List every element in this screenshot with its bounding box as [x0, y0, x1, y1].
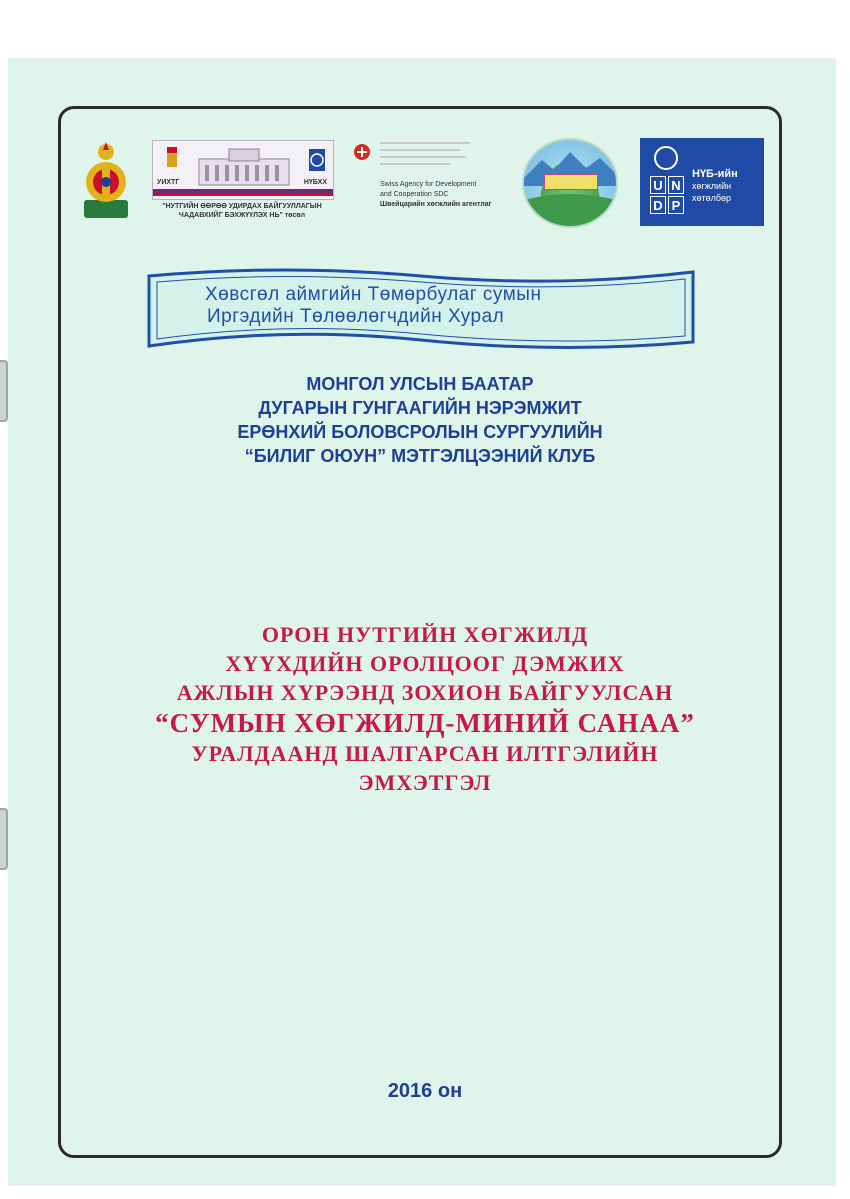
undp-letter-u: U — [650, 176, 666, 194]
undp-name-line2: хөгжлийн хөтөлбөр — [692, 181, 732, 203]
un-globe-icon — [654, 146, 678, 170]
undp-letter-d: D — [650, 196, 666, 214]
swiss-flag-icon — [354, 144, 370, 160]
staple-top — [0, 360, 8, 422]
banner-line2: Иргэдийн Төлөөлөгчдийн Хурал — [207, 306, 505, 327]
title-line5: УРАЛДААНД ШАЛГАРСАН ИЛТГЭЛИЙН — [191, 741, 659, 766]
parliament-project-logo — [152, 140, 332, 222]
council-banner — [145, 262, 697, 352]
parliament-building-image — [152, 140, 334, 200]
parliament-caption-line1: "НУТГИЙН ӨӨРӨӨ УДИРДАХ БАЙГУУЛЛАГЫН — [162, 203, 322, 210]
swiss-agency-text — [380, 180, 492, 210]
staple-bottom — [0, 808, 8, 870]
document-title — [90, 620, 760, 797]
swiss-line2: and Cooperation SDC — [380, 191, 449, 198]
title-quoted-line: “СУМЫН ХӨГЖИЛД-МИНИЙ САНАА” — [155, 708, 695, 738]
school-line2: ДУГАРЫН ГУНГААГИЙН НЭРЭМЖИТ — [258, 398, 582, 418]
swiss-line1: Swiss Agency for Development — [380, 181, 477, 188]
school-line3: ЕРӨНХИЙ БОЛОВСРОЛЫН СУРГУУЛИЙН — [237, 422, 603, 442]
school-club-block — [120, 372, 720, 468]
banner-line1: Хөвсгөл аймгийн Төмөрбулаг сумын — [205, 284, 542, 305]
undp-logo — [640, 138, 764, 226]
banner-text — [205, 284, 541, 328]
school-line1: МОНГОЛ УЛСЫН БААТАР — [306, 374, 534, 394]
parliament-left-tag: УИХТГ — [157, 179, 180, 186]
parliament-right-tag: НҮБХХ — [303, 179, 327, 186]
publication-year: 2016 он — [387, 1080, 463, 1102]
parliament-caption-line2: ЧАДАВХИЙГ БЭХЖҮҮЛЭХ НЬ" төсөл — [178, 212, 306, 219]
title-line1: ОРОН НУТГИЙН ХӨГЖИЛД — [261, 622, 589, 647]
swiss-line3: Швейцарийн хөгжлийн агентлаг — [380, 201, 492, 208]
undp-letters — [646, 146, 686, 216]
swiss-faded-lines — [380, 142, 510, 170]
swiss-sdc-logo — [354, 140, 514, 222]
undp-name — [692, 168, 764, 204]
undp-name-line1: НҮБ-ийн — [692, 168, 738, 180]
club-name: “БИЛИГ ОЮУН” МЭТГЭЛЦЭЭНИЙ КЛУБ — [244, 446, 596, 466]
soyombo-emblem-icon — [78, 140, 134, 222]
title-line2: ХҮҮХДИЙН ОРОЛЦООГ ДЭМЖИХ — [225, 651, 625, 676]
parliament-project-caption — [152, 202, 332, 220]
landscape-sign — [544, 174, 598, 190]
undp-letter-p: P — [668, 196, 684, 214]
undp-letter-n: N — [668, 176, 684, 194]
title-line3: АЖЛЫН ХҮРЭЭНД ЗОХИОН БАЙГУУЛСАН — [176, 680, 674, 705]
title-line6: ЭМХЭТГЭЛ — [358, 770, 492, 795]
landscape-logo — [522, 138, 618, 228]
